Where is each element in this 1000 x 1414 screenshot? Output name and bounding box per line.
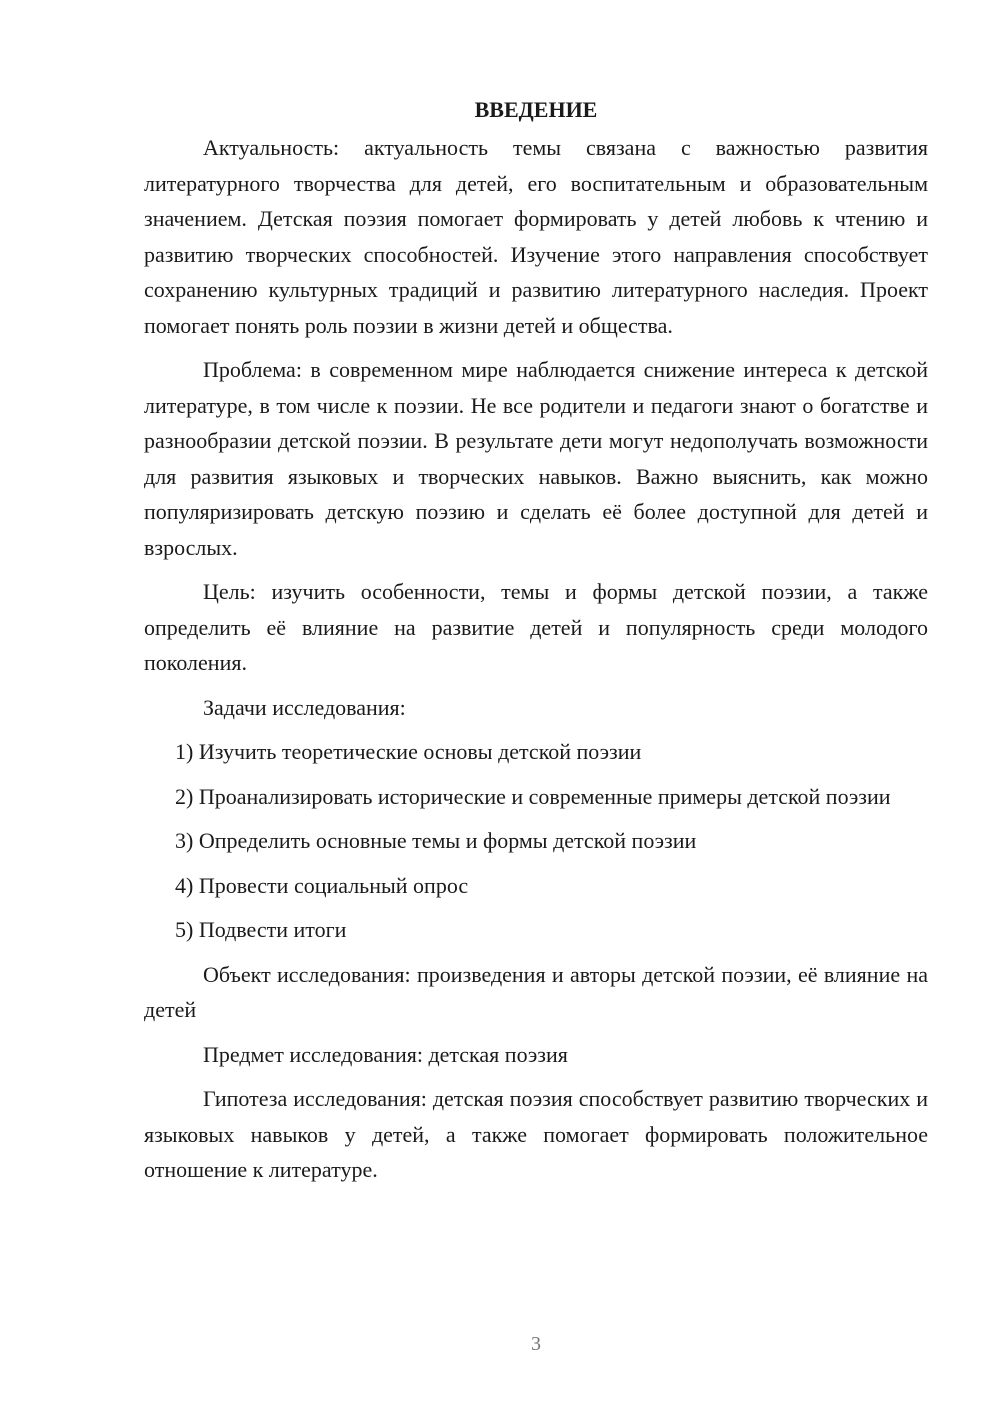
task-item-2: 2) Проанализировать исторические и современные примеры детской поэзии <box>175 783 891 809</box>
task-item-1: 1) Изучить теоретические основы детской поэзии <box>175 739 642 764</box>
page-content <box>144 92 928 1197</box>
subject-paragraph: Предмет исследования: детская поэзия <box>203 1041 568 1067</box>
task-item-5: 5) Подвести итоги <box>175 917 347 942</box>
problem-paragraph: Проблема: в современном мире наблюдается снижение интереса к детской литературе, в том числе к поэзии. Не все родители и педагоги знают о богатстве и разнообразии детской поэзии. В результате дети могут недополучать возможности для развития языковых и творческих навыков. Важно выяснить, как можно популяризировать детскую поэзию и сделать её более доступной для детей и взрослых. <box>144 357 928 560</box>
task-item-4: 4) Провести социальный опрос <box>175 872 469 898</box>
section-heading: ВВЕДЕНИЕ <box>474 97 598 122</box>
goal-paragraph: Цель: изучить особенности, темы и формы детской поэзии, а также определить её влияние на развитие детей и популярность среди молодого поколения. <box>144 579 928 675</box>
page-number: 3 <box>531 1333 541 1355</box>
tasks-heading: Задачи исследования: <box>203 694 406 720</box>
task-item-3: 3) Определить основные темы и формы детской поэзии <box>175 828 697 853</box>
hypothesis-paragraph: Гипотеза исследования: детская поэзия способствует развитию творческих и языковых навыков у детей, а также помогает формировать положительное отношение к литературе. <box>144 1086 928 1182</box>
object-paragraph: Объект исследования: произведения и авторы детской поэзии, её влияние на детей <box>144 961 928 1022</box>
relevance-paragraph: Актуальность: актуальность темы связана с важностью развития литературного творчества для детей, его воспитательным и образовательным значением. Детская поэзия помогает формировать у детей любовь к чтению и развитию творческих способностей. Изучение этого направления способствует сохранению культурных традиций и развитию литературного наследия. Проект помогает понять роль поэзии в жизни детей и общества. <box>144 135 928 338</box>
